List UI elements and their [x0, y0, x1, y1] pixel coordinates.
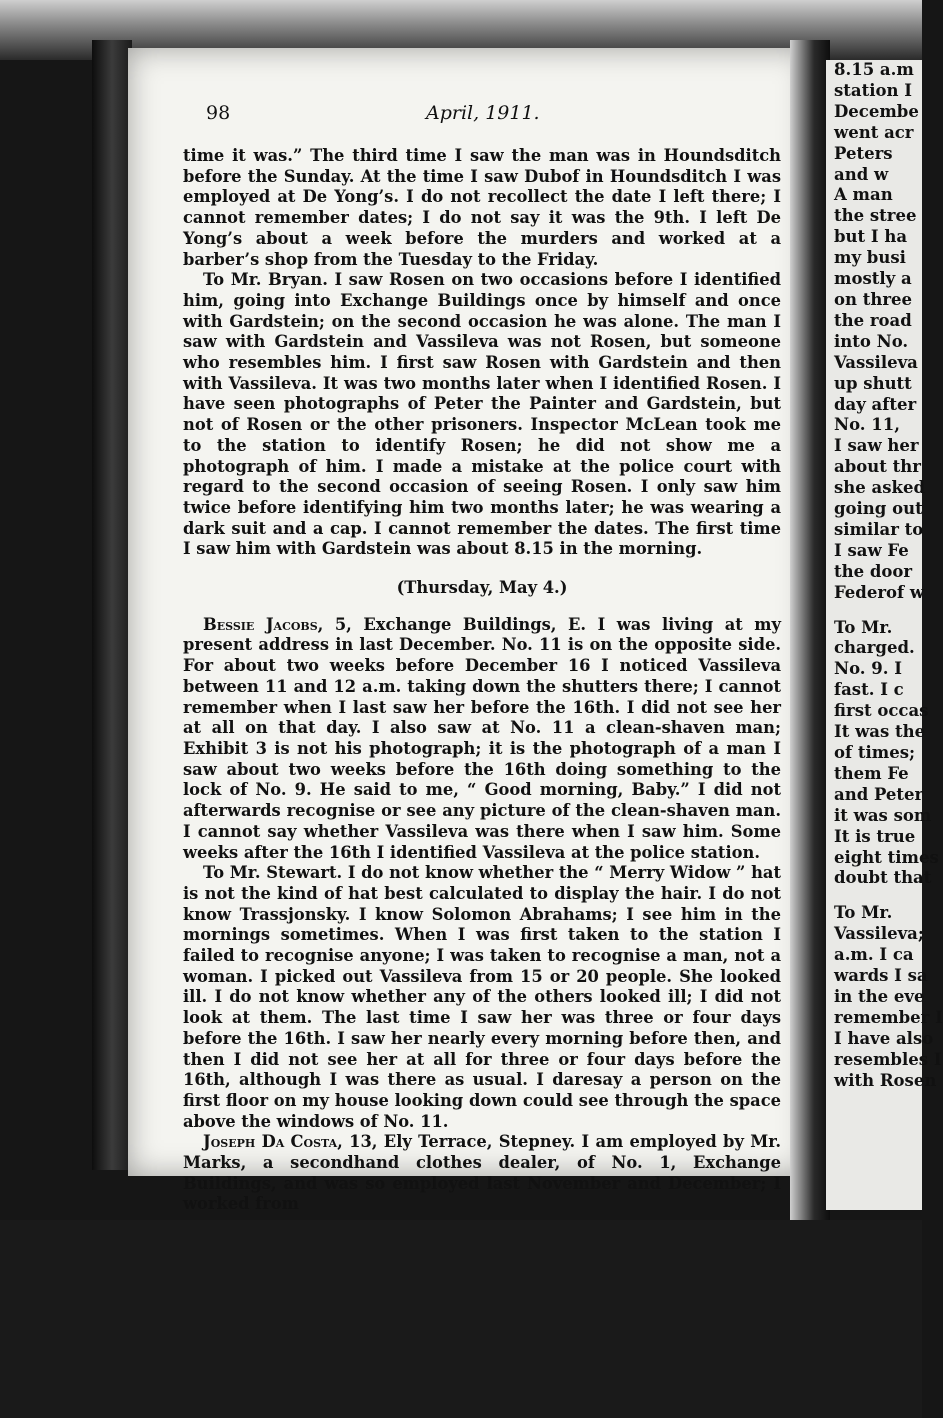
- right-page-line: Federof w: [834, 582, 925, 602]
- right-page-line: it was som: [834, 805, 932, 825]
- right-page-line: resembles I: [834, 1049, 942, 1069]
- witness-text: , 13, Ely Terrace, Stepney. I am employed by Mr. Marks, a secondhand clothes dealer, of No. 1, Exchange Buildings, and was so employed last November and December; I worked from: [183, 1132, 781, 1214]
- right-page-line: day after: [834, 394, 917, 414]
- witness-name: Bessie Jacobs: [203, 614, 318, 634]
- right-page-line: the stree: [834, 206, 917, 226]
- right-page-gap: [826, 604, 922, 618]
- right-page-line: A man: [834, 185, 893, 205]
- paragraph: To Mr. Bryan. I saw Rosen on two occasions before I identified him, going into Exchange Buildings once by himself and once with Gardstein; on the second occasion he was alone. The man I saw with Gardstein and Vassileva was not Rosen, but someone who resembles him. I first saw Rosen with Gardstein and then with Vassileva. It was two months later when I identified Rosen. I have seen photographs of Peter the Painter and Gardstein, but not of Rosen or the other prisoners. Inspector McLean took me to the station to identify Rosen; he did not show me a photograph of him. I made a mistake at the police court with regard to the second occasion of seeing Rosen. I only saw him twice before identifying him two months later; he was wearing a dark suit and a cap. I cannot remember the dates. The first time I saw him with Gardstein was about 8.15 in the morning.: [183, 270, 781, 559]
- right-page-line: fast. I c: [834, 680, 904, 700]
- right-page-line: went acr: [834, 122, 914, 142]
- right-page-line: up shutt: [834, 373, 912, 393]
- right-page-line: into No.: [834, 331, 909, 351]
- scan-bottom-edge: [0, 1220, 922, 1418]
- right-page-line: about thr: [834, 457, 921, 477]
- witness-name: Joseph Da Costa: [203, 1132, 338, 1152]
- book-gutter: [790, 40, 830, 1220]
- right-page-line: Vassileva: [834, 352, 918, 372]
- right-page-line: It was the: [834, 722, 926, 742]
- right-page-line: them Fe: [834, 763, 909, 783]
- right-page-line: eight times: [834, 847, 939, 867]
- right-page-line: I saw Fe: [834, 540, 909, 560]
- right-page-line: a.m. I ca: [834, 945, 914, 965]
- right-page-line: and Peter: [834, 784, 924, 804]
- right-page-line: and w: [834, 164, 889, 184]
- witness-statement: [183, 1132, 781, 1215]
- page-body: [183, 146, 781, 1215]
- right-page-line: 8.15 a.m: [834, 60, 914, 79]
- right-page-line: It is true: [834, 826, 916, 846]
- right-page-line: of times;: [834, 743, 916, 762]
- right-page: [826, 60, 943, 1210]
- right-page-line: charged.: [834, 638, 915, 658]
- book-binding-shadow: [92, 40, 132, 1170]
- right-page-line: in the eve: [834, 986, 925, 1006]
- right-page-line: with Rosen: [834, 1070, 937, 1090]
- right-page-line: going out: [834, 499, 923, 519]
- right-page-gap: [826, 889, 922, 903]
- paragraph: time it was.” The third time I saw the man was in Houndsditch before the Sunday. At the time I saw Dubof in Houndsditch I was employed at De Yong’s. I do not recollect the date I left there; I cannot remember dates; I do not say it was the 9th. I left De Yong’s about a week before the murders and worked at a barber’s shop from the Tuesday to the Friday.: [183, 146, 781, 269]
- right-page-line: No. 11,: [834, 415, 900, 435]
- right-page-line: first occas: [834, 701, 929, 721]
- right-page-line: I saw her: [834, 436, 919, 456]
- right-page-line: doubt that: [834, 868, 932, 888]
- session-dateline: (Thursday, May 4.): [396, 578, 568, 598]
- cross-examination: To Mr. Stewart. I do not know whether the “ Merry Widow ” hat is not the kind of hat best calculated to display the hair. I do not know Trassjonsky. I know Solomon Abrahams; I see him in the mornings sometimes. When I was first taken to the station I failed to recognise anyone; I was taken to recognise a man, not a woman. I picked out Vassileva from 15 or 20 people. She looked ill. I do not know whether any of the others looked ill; I did not look at them. The last time I saw her was three or four days before the 16th. I saw her nearly every morning before then, and then I did not see her at all for three or four days before the 16th, although I was there as usual. I daresay a person on the first floor on my house looking down could see through the space above the windows of No. 11.: [183, 863, 781, 1131]
- running-title: April, 1911.: [426, 102, 540, 124]
- right-page-line: the door: [834, 561, 913, 581]
- witness-text: , 5, Exchange Buildings, E. I was living at my present address in last December. No. 11 is on the opposite side. For about two weeks before December 16 I noticed Vassileva between 11 and 12 a.m. taking down the shutters there; I cannot remember when I last saw her before the 16th. I did not see her at all on that day. I also saw at No. 11 a clean-shaven man; Exhibit 3 is not his photograph; it is the photograph of a man I saw about two weeks before the 16th doing something to the lock of No. 9. He said to me, “ Good morning, Baby.” I did not afterwards recognise or see any picture of the clean-shaven man. I cannot say whether Vassileva was there when I saw him. Some weeks after the 16th I identified Vassileva at the police station.: [183, 614, 781, 862]
- right-page-line: To Mr.: [834, 903, 893, 923]
- right-page-line: Peters: [834, 143, 893, 163]
- right-page-line: remember I: [834, 1007, 943, 1027]
- right-page-line: but I ha: [834, 227, 908, 247]
- right-page-text: [826, 60, 943, 1092]
- right-page-line: my busi: [834, 248, 906, 268]
- running-head: [206, 102, 766, 132]
- right-page-line: I have also: [834, 1028, 934, 1048]
- right-page-line: wards I sa: [834, 966, 928, 986]
- right-page-line: Decembe: [834, 101, 919, 121]
- right-page-line: No. 9. I: [834, 659, 902, 679]
- right-page-line: on three: [834, 289, 913, 309]
- right-page-line: station I: [834, 80, 912, 100]
- right-page-line: To Mr.: [834, 617, 893, 637]
- right-page-line: Vassileva;: [834, 924, 924, 944]
- page-number: 98: [206, 102, 231, 124]
- right-page-line: the road: [834, 310, 912, 330]
- right-page-line: mostly a: [834, 269, 912, 289]
- right-page-line: similar to: [834, 519, 924, 539]
- witness-statement: [183, 615, 781, 863]
- right-page-line: she asked: [834, 478, 925, 498]
